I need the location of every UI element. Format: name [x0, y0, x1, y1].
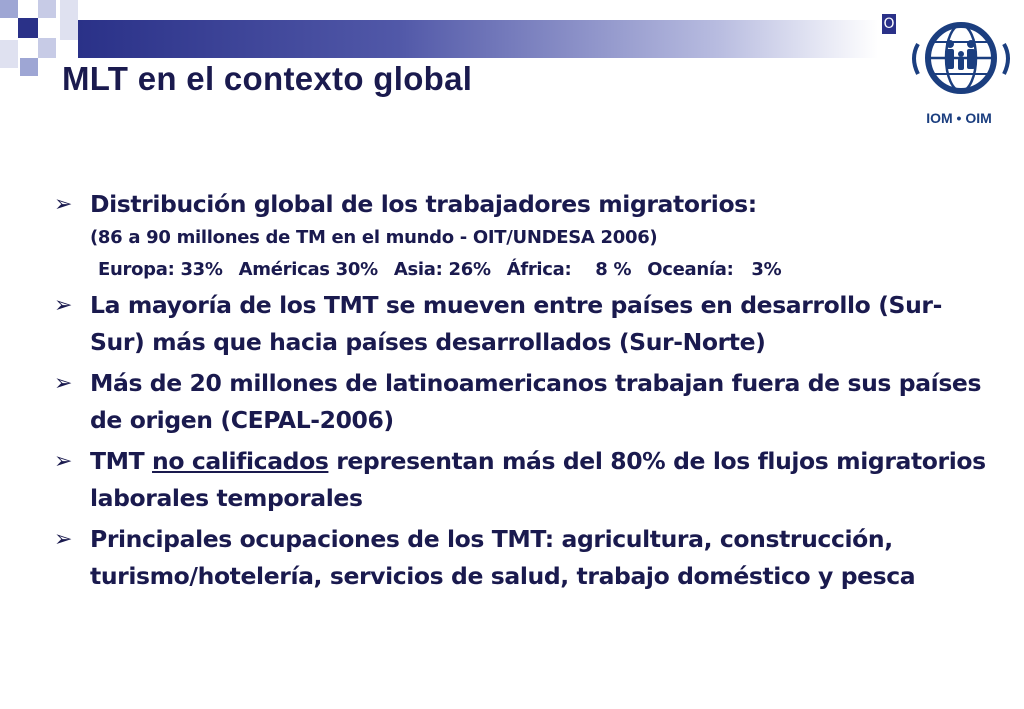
decorative-square [38, 38, 56, 58]
decorative-square [20, 58, 38, 76]
bullet-text: Principales ocupaciones de los TMT: agricultura, construcción, turismo/hotelería, servicios de salud, trabajo doméstico y pesca [90, 525, 916, 590]
arrow-bullet-icon: ➢ [54, 371, 73, 396]
region-stats [98, 253, 990, 287]
bullet-prefix: TMT [90, 447, 153, 475]
arrow-bullet-icon: ➢ [54, 449, 73, 474]
bullet-list [40, 186, 994, 599]
underlined-phrase: no calificados [152, 447, 329, 475]
bullet-text: Más de 20 millones de latinoamericanos trabajan fuera de sus países de origen (CEPAL-2006) [90, 369, 982, 434]
title-gradient-bar [78, 20, 878, 58]
stat-asia: Asia: 26% [393, 259, 491, 280]
list-item [40, 287, 990, 361]
list-item [40, 186, 990, 223]
list-item [40, 443, 994, 517]
bullet-subtext: (86 a 90 millones de TM en el mundo - OIT/UNDESA 2006) [90, 227, 658, 248]
iom-logo-icon [906, 14, 1016, 104]
decorative-square [0, 0, 18, 18]
decorative-square [0, 40, 18, 68]
stat-africa: África: 8 % [506, 259, 632, 280]
arrow-bullet-icon: ➢ [54, 527, 73, 552]
decorative-square [38, 0, 56, 18]
stat-americas: Américas 30% [238, 259, 378, 280]
decorative-square [18, 18, 38, 38]
bullet-text: La mayoría de los TMT se mueven entre países en desarrollo (Sur-Sur) más que hacia países desarrollados (Sur-Norte) [90, 291, 942, 356]
bullet-text: Distribución global de los trabajadores migratorios: [90, 190, 757, 218]
decorative-square [60, 0, 78, 40]
bullet-text [90, 443, 994, 517]
list-item [40, 365, 990, 439]
stat-europa: Europa: 33% [98, 259, 223, 280]
arrow-bullet-icon: ➢ [54, 192, 73, 217]
bullet-suffix: representan más del 80% de los flujos migratorios laborales temporales [90, 447, 994, 512]
slide-title: MLT en el contexto global [62, 60, 473, 97]
logo-label: IOM • OIM [926, 110, 992, 126]
list-item [40, 521, 990, 595]
corner-glyph: O [883, 16, 895, 32]
arrow-bullet-icon: ➢ [54, 293, 73, 318]
stat-oceania: Oceanía: 3% [647, 259, 782, 280]
